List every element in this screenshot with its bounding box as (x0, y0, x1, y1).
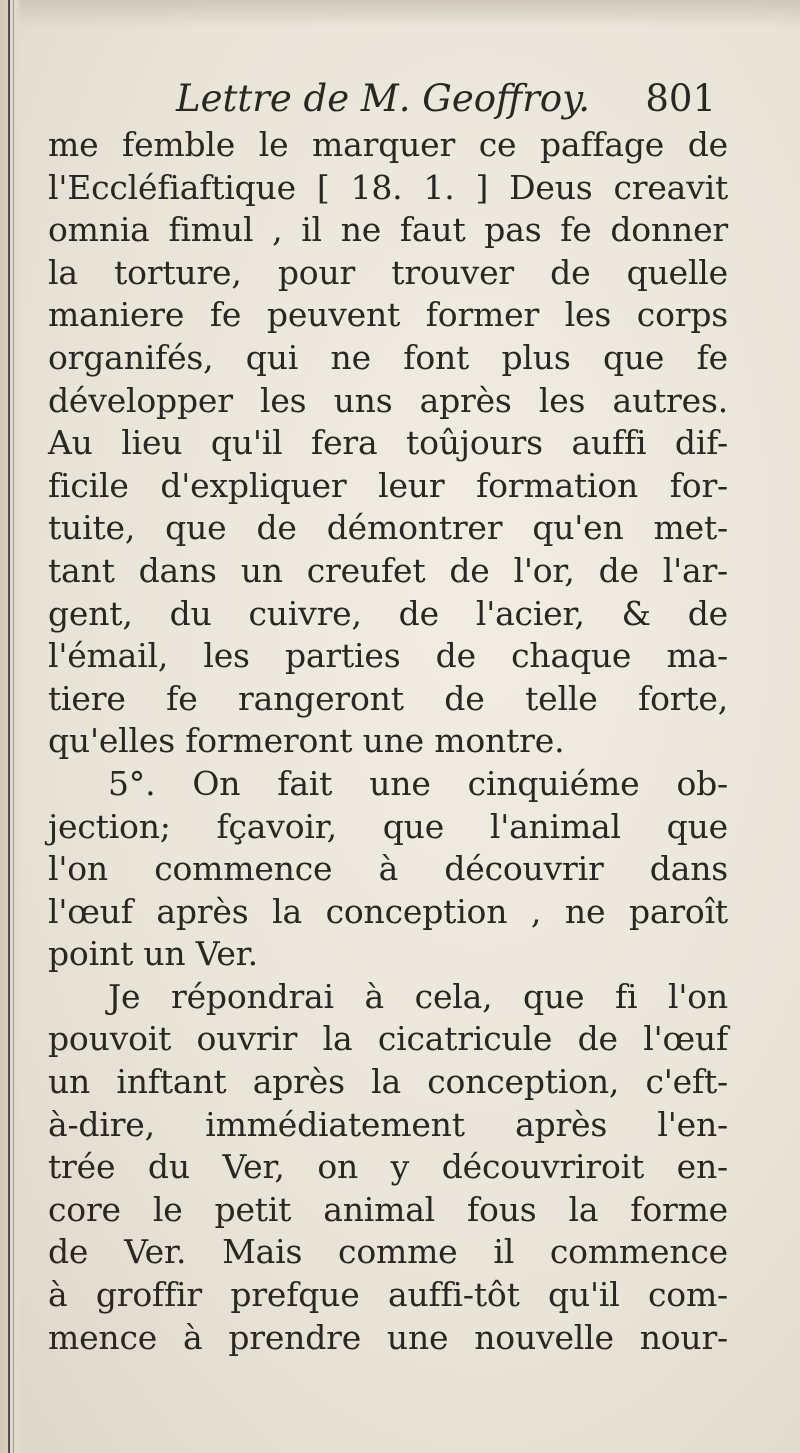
text-line: pouvoit ouvrir la cicatricule de l'œuf (48, 1019, 728, 1059)
text-line: un inftant après la conception, c'eft- (48, 1062, 728, 1102)
text-line: mence à prendre une nouvelle nour- (48, 1317, 728, 1357)
text-line: me femble le marquer ce paffage de (48, 125, 728, 164)
text-line: tuite, que de démontrer qu'en met- (48, 508, 728, 548)
page-number: 801 (645, 77, 716, 120)
text-line: la torture, pour trouver de quelle (48, 252, 728, 292)
text-line: maniere fe peuvent former les corps (48, 295, 728, 335)
text-line: omnia fimul , il ne faut pas fe donner (48, 210, 728, 250)
text-line: ficile d'expliquer leur formation for- (48, 465, 728, 505)
text-line: tiere fe rangeront de telle forte, (48, 678, 728, 718)
text-line: gent, du cuivre, de l'acier, & de (48, 593, 728, 633)
running-title: Lettre de M. Geoffroy. (176, 77, 590, 120)
text-line: l'émail, les parties de chaque ma- (48, 636, 728, 676)
text-line: développer les uns après les autres. (48, 380, 728, 420)
text-line: jection; fçavoir, que l'animal que (48, 806, 728, 846)
page-top-shadow (0, 0, 800, 28)
text-line: de Ver. Mais comme il commence (48, 1232, 728, 1272)
page-gutter (0, 0, 22, 1453)
binding-edge-inner (13, 0, 14, 1453)
binding-edge (8, 0, 10, 1453)
text-line: trée du Ver, on y découvriroit en- (48, 1147, 728, 1187)
paragraph-start-line: Je répondrai à cela, que fi l'on (108, 976, 728, 1016)
body-text (48, 124, 728, 1359)
paragraph-end-line: point un Ver. (48, 934, 258, 974)
paragraph-end-line: qu'elles formeront une montre. (48, 721, 565, 761)
text-line: Au lieu qu'il fera toûjours auffi dif- (48, 423, 728, 463)
text-line: l'œuf après la conception , ne paroît (48, 891, 728, 931)
text-line: à groffir prefque auffi-tôt qu'il com- (48, 1275, 728, 1315)
text-line: tant dans un creufet de l'or, de l'ar- (48, 550, 728, 590)
text-line: organifés, qui ne font plus que fe (48, 337, 728, 377)
paragraph-start-line: 5°. On fait une cinquiéme ob- (108, 763, 728, 803)
running-header (176, 74, 716, 124)
text-line: l'Eccléfiaftique [ 18. 1. ] Deus creavit (48, 167, 728, 207)
text-line: à-dire, immédiatement après l'en- (48, 1104, 728, 1144)
text-line: core le petit animal fous la forme (48, 1189, 728, 1229)
text-line: l'on commence à découvrir dans (48, 849, 728, 889)
